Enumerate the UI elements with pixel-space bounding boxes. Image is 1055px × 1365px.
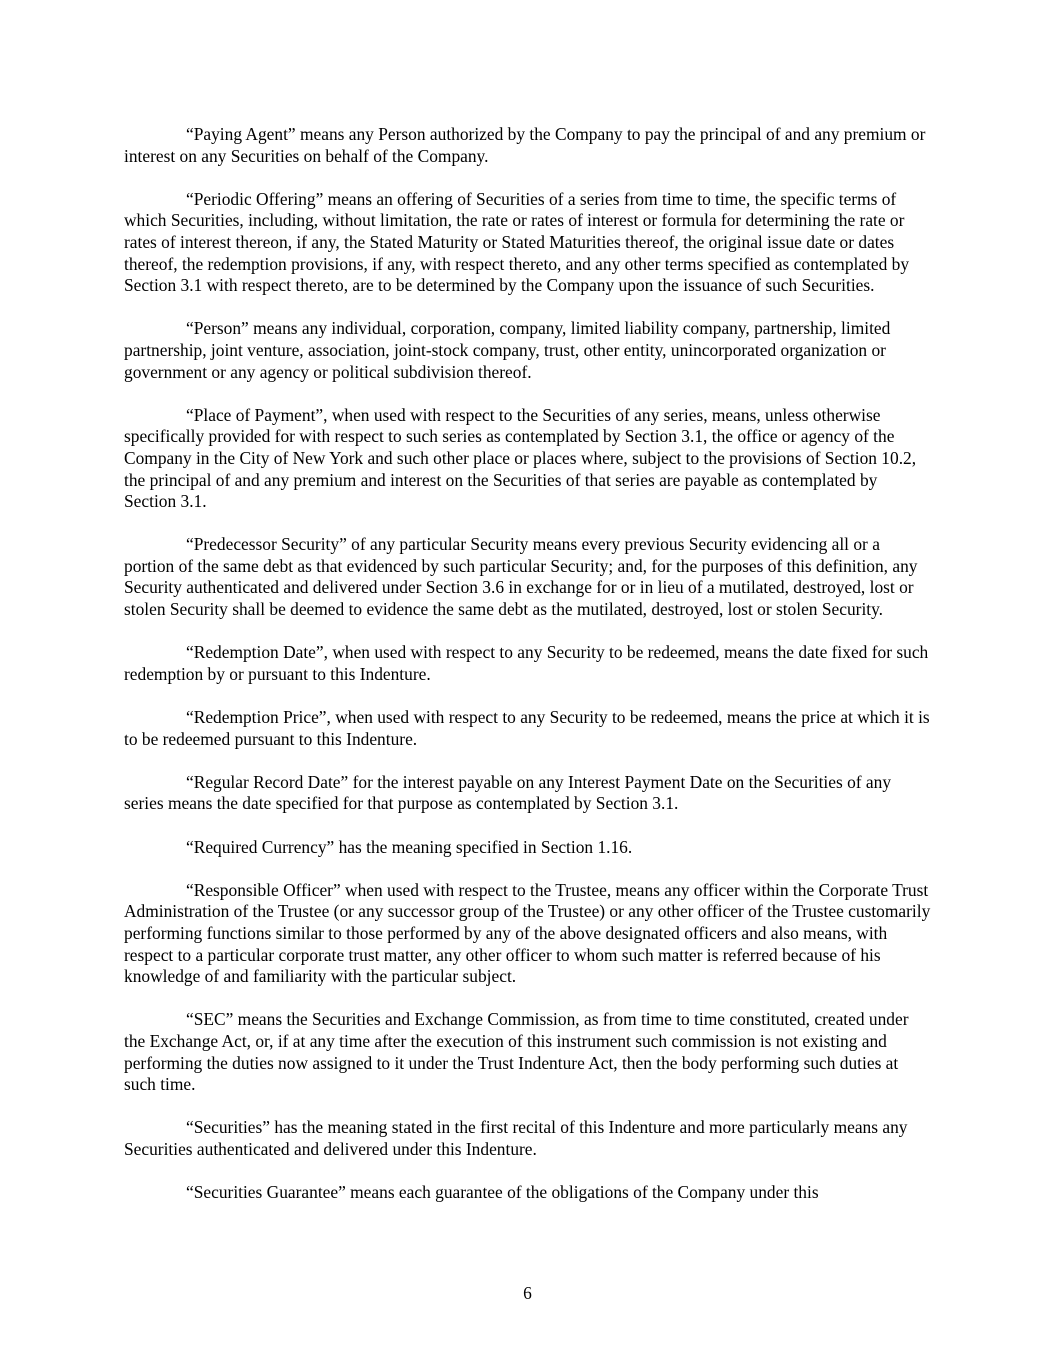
definition-sec: “SEC” means the Securities and Exchange Commission, as from time to time constituted, created under the Exchange Act, or, if at any time after the execution of this instrument such commission is not existing and performing the duties now assigned to it under the Trust Indenture Act, then the body performing such duties at such time.	[124, 1009, 909, 1095]
definition-regular-record-date: “Regular Record Date” for the interest payable on any Interest Payment Date on the Securities of any series means the date specified for that purpose as contemplated by Section 3.1.	[124, 771, 892, 814]
definition-securities: “Securities” has the meaning stated in the first recital of this Indenture and more particularly means any Securities authenticated and delivered under this Indenture.	[124, 1117, 908, 1159]
definition-redemption-date: “Redemption Date”, when used with respect to any Security to be redeemed, means the date fixed for such redemption by or pursuant to this Indenture.	[124, 642, 929, 684]
definition-paying-agent: “Paying Agent” means any Person authorized by the Company to pay the principal of and any premium or interest on any Securities on behalf of the Company.	[124, 124, 926, 166]
page-number: 6	[523, 1283, 532, 1303]
definition-person: “Person” means any individual, corporation, company, limited liability company, partnership, limited partnership, joint venture, association, joint-stock company, trust, other entity, unincorporated organization or government or any agency or political subdivision thereof.	[124, 318, 891, 382]
definition-predecessor-security: “Predecessor Security” of any particular Security means every previous Security evidencing all or a portion of the same debt as that evidenced by such particular Security; and, for the purposes of this definition, any Security authenticated and delivered under Section 3.6 in exchange for or in lieu of a mutilated, destroyed, lost or stolen Security shall be deemed to evidence the same debt as the mutilated, destroyed, lost or stolen Security.	[124, 534, 918, 620]
document-body	[124, 124, 932, 1225]
definition-responsible-officer: “Responsible Officer” when used with respect to the Trustee, means any officer within the Corporate Trust Administration of the Trustee (or any successor group of the Trustee) or any other officer of the Trustee customarily performing functions similar to those performed by any of the above designated officers and also means, with respect to a particular corporate trust matter, any other officer to whom such matter is referred because of his knowledge of and familiarity with the particular subject.	[124, 879, 931, 987]
definition-redemption-price: “Redemption Price”, when used with respect to any Security to be redeemed, means the price at which it is to be redeemed pursuant to this Indenture.	[124, 707, 930, 749]
definition-place-of-payment: “Place of Payment”, when used with respect to the Securities of any series, means, unless otherwise specifically provided for with respect to such series as contemplated by Section 3.1, the office or agency of the Company in the City of New York and such other place or places where, subject to the provisions of Section 10.2, the principal of and any premium and interest on the Securities of that series are payable as contemplated by Section 3.1.	[124, 404, 917, 512]
definition-required-currency: “Required Currency” has the meaning specified in Section 1.16.	[186, 836, 633, 857]
definition-periodic-offering: “Periodic Offering” means an offering of Securities of a series from time to time, the specific terms of which Securities, including, without limitation, the rate or rates of interest or formula for determining the rate or rates of interest thereon, if any, the Stated Maturity or Stated Maturities thereof, the original issue date or dates thereof, the redemption provisions, if any, with respect thereto, and any other terms specified as contemplated by Section 3.1 with respect thereto, are to be determined by the Company upon the issuance of such Securities.	[124, 188, 910, 296]
definition-securities-guarantee: “Securities Guarantee” means each guarantee of the obligations of the Company under this	[186, 1182, 819, 1203]
